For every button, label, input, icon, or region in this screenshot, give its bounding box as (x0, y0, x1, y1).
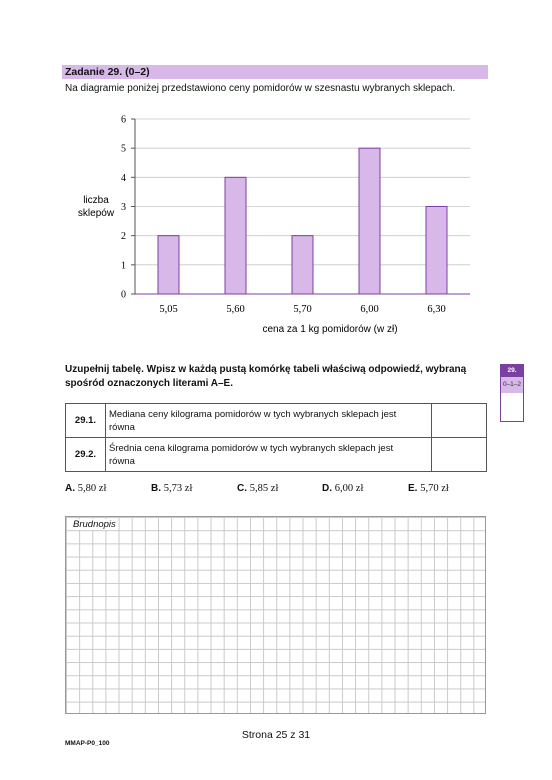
answer-cell-29-1[interactable] (432, 404, 487, 438)
chart-y-tick-label: 3 (121, 202, 126, 213)
option-letter: E. (408, 483, 418, 494)
option-letter: C. (237, 483, 247, 494)
task-header: Zadanie 29. (0–2) (62, 65, 488, 79)
chart-x-tick-label: 6,00 (360, 304, 379, 315)
row-question-line1: Średnia cena kilograma pomidorów w tych wybranych sklepach jest (109, 442, 394, 454)
chart-x-tick-label: 5,70 (293, 304, 312, 315)
chart-x-tick-label: 5,60 (226, 304, 245, 315)
chart-bar (225, 177, 246, 294)
chart-y-tick-label: 0 (121, 289, 126, 301)
chart-y-tick-label: 2 (121, 231, 126, 243)
chart-y-tick-label: 1 (121, 260, 126, 272)
option-b (151, 483, 192, 494)
row-question-line2: równa (109, 421, 135, 433)
chart-bar (426, 207, 447, 295)
instruction-text: Uzupełnij tabelę. Wpisz w każdą pustą komórkę tabeli właściwą odpowiedź, wybraną spośród oznaczonych literami A–E. (65, 364, 467, 389)
score-box-number: 29. (501, 365, 523, 377)
table-row (66, 438, 487, 472)
score-box (500, 364, 524, 422)
row-question (106, 438, 432, 472)
option-a (65, 483, 106, 494)
chart-bars (158, 148, 447, 294)
answer-cell-29-2[interactable] (432, 438, 487, 472)
option-value: 5,80 zł (77, 483, 107, 494)
option-value: 5,73 zł (163, 483, 193, 494)
row-question-line2: równa (109, 455, 135, 467)
answer-table (65, 403, 487, 472)
chart-x-ticks (159, 304, 445, 315)
chart-bar (158, 236, 179, 294)
option-d (322, 483, 363, 494)
chart-y-ticks (121, 115, 135, 301)
option-letter: B. (151, 483, 161, 494)
option-letter: A. (65, 483, 75, 494)
option-c (237, 483, 278, 494)
chart-x-tick-label: 5,05 (159, 304, 178, 315)
chart-bar (359, 148, 380, 294)
task-intro: Na diagramie poniżej przedstawiono ceny pomidorów w szesnastu wybranych sklepach. (65, 83, 456, 94)
row-number: 29.2. (66, 438, 106, 472)
chart-xlabel: cena za 1 kg pomidorów (w zł) (262, 324, 398, 335)
table-row (66, 404, 487, 438)
document-code: MMAP-P0_100 (65, 740, 110, 747)
row-number: 29.1. (66, 404, 106, 438)
chart-ylabel-line1: liczba (83, 195, 109, 206)
page-number: Strona 25 z 31 (241, 729, 311, 741)
chart-y-tick-label: 5 (121, 143, 126, 155)
option-e (408, 483, 449, 494)
option-value: 5,85 zł (249, 483, 279, 494)
chart-y-tick-label: 4 (121, 172, 126, 184)
option-letter: D. (322, 483, 332, 494)
row-question (106, 404, 432, 438)
scratch-area[interactable] (65, 516, 486, 714)
option-value: 6,00 zł (334, 483, 364, 494)
chart-y-tick-label: 6 (121, 114, 126, 126)
bar-chart (70, 110, 480, 345)
chart-bar (292, 236, 313, 294)
chart-ylabel-line2: sklepów (77, 208, 115, 219)
chart-x-tick-label: 6,30 (427, 304, 446, 315)
option-value: 5,70 zł (420, 483, 449, 494)
row-question-line1: Mediana ceny kilograma pomidorów w tych wybranych sklepach jest (109, 408, 397, 420)
scratch-label: Brudnopis (73, 519, 116, 530)
score-box-range: 0–1–2 (501, 377, 523, 393)
